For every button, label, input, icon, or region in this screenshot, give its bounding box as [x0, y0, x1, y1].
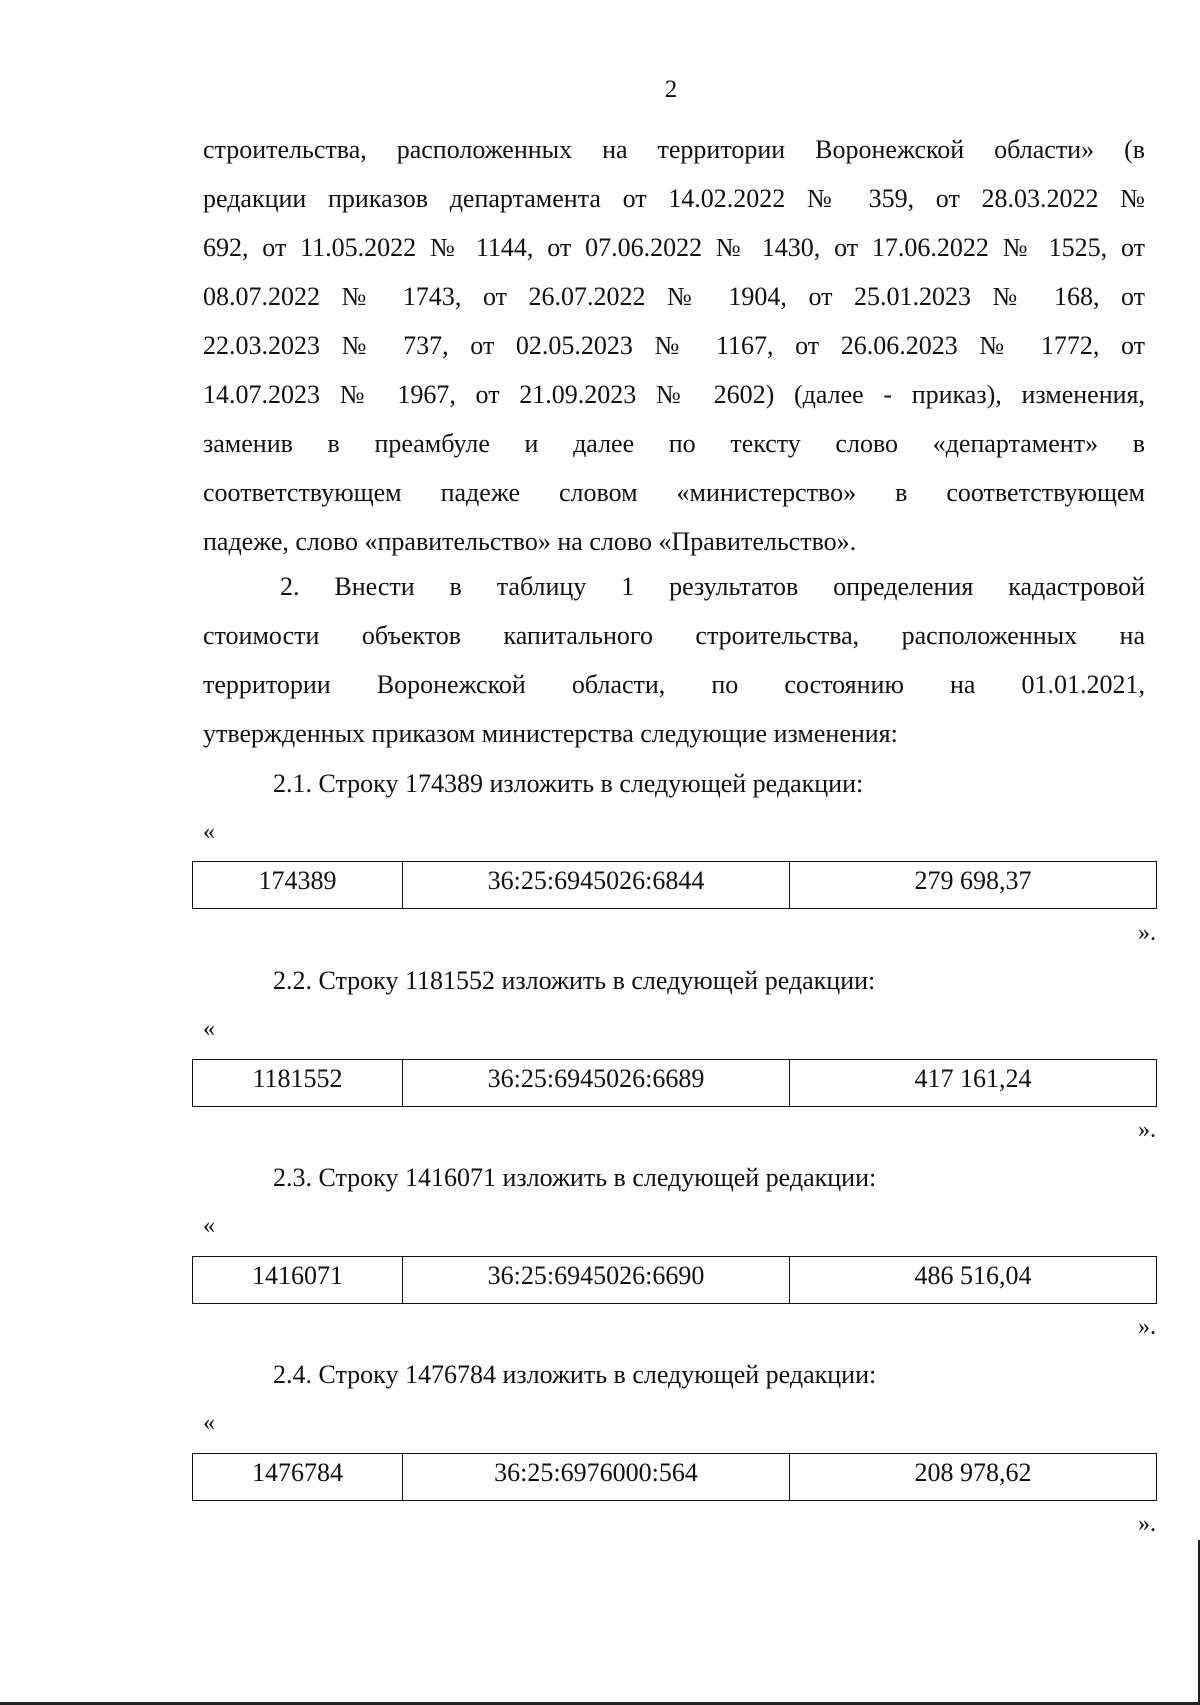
- paragraph-line: заменив в преамбуле и далее по тексту слово «департамент» в: [203, 429, 1145, 458]
- row-number-cell: 1416071: [193, 1257, 403, 1304]
- paragraph-line: 14.07.2023 № 1967, от 21.09.2023 № 2602) (далее - приказ), изменения,: [203, 380, 1145, 409]
- cadastral-value-cell: 208 978,62: [790, 1454, 1157, 1501]
- cadastral-value-cell: 417 161,24: [790, 1060, 1157, 1107]
- table-row: [193, 1257, 1157, 1304]
- cadastral-number-cell: 36:25:6945026:6690: [403, 1257, 790, 1304]
- paragraph-line: 2. Внести в таблицу 1 результатов определения кадастровой: [280, 572, 1145, 601]
- table-row: [193, 1060, 1157, 1107]
- section-title: 2.1. Строку 174389 изложить в следующей редакции:: [273, 769, 864, 798]
- paragraph-line: 692, от 11.05.2022 № 1144, от 07.06.2022 № 1430, от 17.06.2022 № 1525, от: [203, 233, 1145, 262]
- amendment-table: [192, 861, 1157, 909]
- cadastral-number-cell: 36:25:6976000:564: [403, 1454, 790, 1501]
- closing-quote: ».: [1138, 1314, 1156, 1340]
- cadastral-value-cell: 279 698,37: [790, 862, 1157, 909]
- amendment-section: [203, 768, 1156, 948]
- table-row: [193, 862, 1157, 909]
- amendment-section: [203, 1359, 1156, 1539]
- amendment-section: [203, 965, 1156, 1145]
- opening-quote: «: [203, 1410, 215, 1436]
- paragraph-line: утвержденных приказом министерства следующие изменения:: [203, 719, 898, 748]
- amendment-table: [192, 1453, 1157, 1501]
- closing-quote: ».: [1138, 920, 1156, 946]
- cadastral-value-cell: 486 516,04: [790, 1257, 1157, 1304]
- row-number-cell: 1476784: [193, 1454, 403, 1501]
- section-title: 2.3. Строку 1416071 изложить в следующей редакции:: [273, 1163, 877, 1192]
- paragraph-line: 08.07.2022 № 1743, от 26.07.2022 № 1904, от 25.01.2023 № 168, от: [203, 282, 1145, 311]
- paragraph-line: падеже, слово «правительство» на слово «Правительство».: [203, 527, 857, 556]
- row-number-cell: 1181552: [193, 1060, 403, 1107]
- cadastral-number-cell: 36:25:6945026:6689: [403, 1060, 790, 1107]
- closing-quote: ».: [1138, 1117, 1156, 1143]
- paragraph-1: [203, 125, 1145, 566]
- opening-quote: «: [203, 1213, 215, 1239]
- closing-quote: ».: [1138, 1511, 1156, 1537]
- row-number-cell: 174389: [193, 862, 403, 909]
- amendment-table: [192, 1059, 1157, 1107]
- paragraph-line: редакции приказов департамента от 14.02.2022 № 359, от 28.03.2022 №: [203, 184, 1145, 213]
- section-title: 2.4. Строку 1476784 изложить в следующей редакции:: [273, 1360, 877, 1389]
- paragraph-line: 22.03.2023 № 737, от 02.05.2023 № 1167, от 26.06.2023 № 1772, от: [203, 331, 1145, 360]
- amendment-table: [192, 1256, 1157, 1304]
- opening-quote: «: [203, 1016, 215, 1042]
- paragraph-line: территории Воронежской области, по состоянию на 01.01.2021,: [203, 670, 1145, 699]
- section-title: 2.2. Строку 1181552 изложить в следующей редакции:: [273, 966, 876, 995]
- paragraph-line: стоимости объектов капитального строительства, расположенных на: [203, 621, 1145, 650]
- amendment-section: [203, 1162, 1156, 1342]
- page-number: 2: [664, 76, 678, 103]
- paragraph-line: соответствующем падеже словом «министерство» в соответствующем: [203, 478, 1145, 507]
- paragraph-2: [203, 562, 1145, 758]
- cadastral-number-cell: 36:25:6945026:6844: [403, 862, 790, 909]
- paragraph-line: строительства, расположенных на территории Воронежской области» (в: [203, 135, 1145, 164]
- opening-quote: «: [203, 819, 215, 845]
- table-row: [193, 1454, 1157, 1501]
